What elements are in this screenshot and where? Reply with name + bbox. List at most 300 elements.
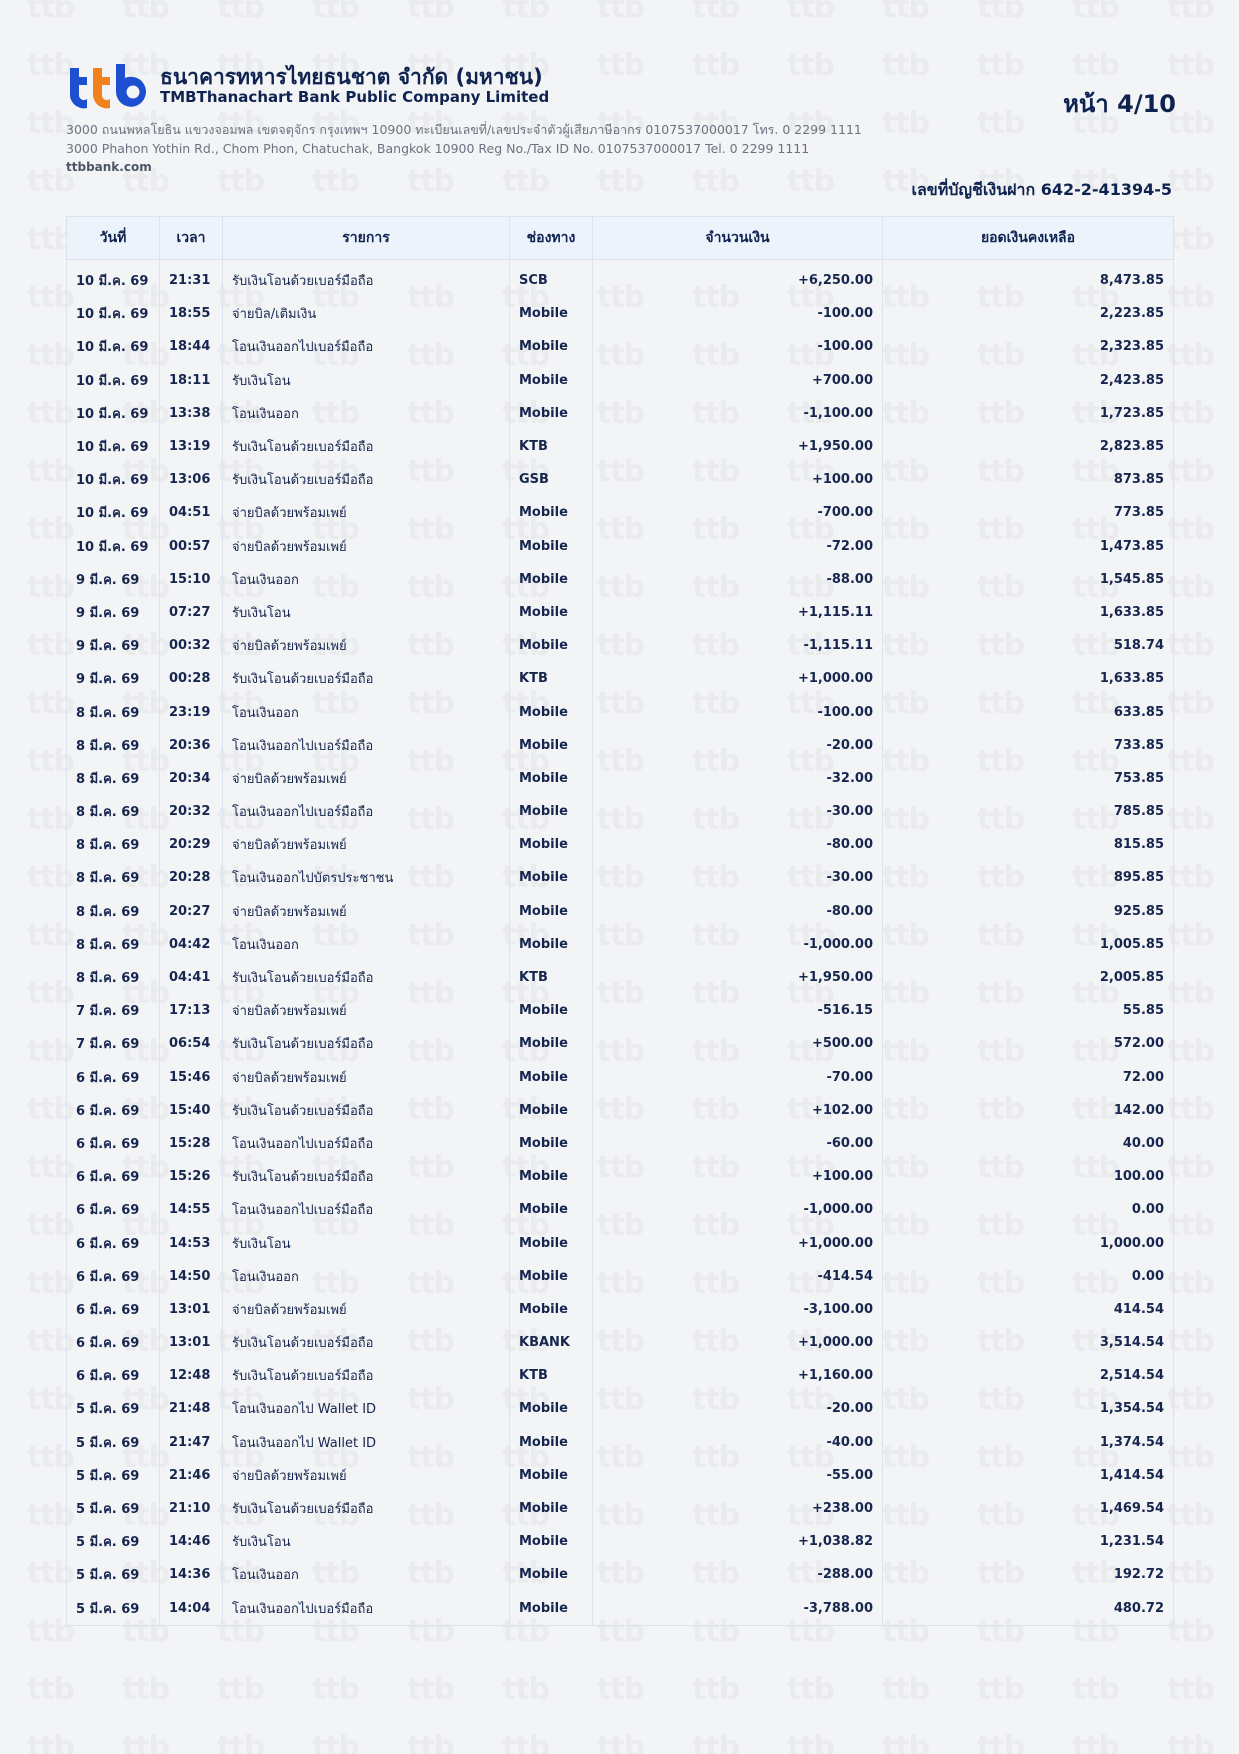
description-cell: จ่ายบิลด้วยพร้อมเพย์ — [223, 895, 510, 928]
balance-cell: 0.00 — [883, 1260, 1174, 1293]
balance-cell: 1,633.85 — [883, 662, 1174, 695]
description-cell: โอนเงินออก — [223, 928, 510, 961]
description-cell: จ่ายบิลด้วยพร้อมเพย์ — [223, 994, 510, 1027]
channel-cell: Mobile — [510, 1293, 593, 1326]
watermark-logo — [787, 1672, 834, 1707]
watermark-logo — [1167, 744, 1214, 779]
description-cell: โอนเงินออกไปเบอร์มือถือ — [223, 795, 510, 828]
balance-cell: 1,633.85 — [883, 596, 1174, 629]
watermark-logo — [407, 1672, 454, 1707]
amount-cell: +100.00 — [593, 463, 883, 496]
time-cell: 21:46 — [160, 1459, 223, 1492]
time-cell: 17:13 — [160, 994, 223, 1027]
watermark-logo — [1167, 1440, 1214, 1475]
time-cell: 14:50 — [160, 1260, 223, 1293]
channel-cell: Mobile — [510, 1061, 593, 1094]
table-row — [67, 530, 1174, 563]
table-row — [67, 1492, 1174, 1525]
balance-cell: 2,323.85 — [883, 330, 1174, 363]
table-row — [67, 463, 1174, 496]
amount-cell: +102.00 — [593, 1094, 883, 1127]
time-cell: 21:47 — [160, 1426, 223, 1459]
watermark-logo — [1167, 1324, 1214, 1359]
table-row — [67, 1127, 1174, 1160]
balance-cell: 55.85 — [883, 994, 1174, 1027]
amount-cell: -20.00 — [593, 729, 883, 762]
description-cell: โอนเงินออกไป Wallet ID — [223, 1392, 510, 1425]
time-cell: 13:19 — [160, 430, 223, 463]
watermark-logo — [882, 1730, 929, 1754]
description-cell: จ่ายบิลด้วยพร้อมเพย์ — [223, 1293, 510, 1326]
description-cell: รับเงินโอนด้วยเบอร์มือถือ — [223, 1492, 510, 1525]
channel-cell: Mobile — [510, 1027, 593, 1060]
time-cell: 18:55 — [160, 297, 223, 330]
channel-cell: Mobile — [510, 596, 593, 629]
date-cell: 8 มี.ค. 69 — [67, 861, 160, 894]
balance-cell: 633.85 — [883, 695, 1174, 728]
amount-cell: +1,000.00 — [593, 1226, 883, 1259]
balance-cell: 72.00 — [883, 1061, 1174, 1094]
table-row — [67, 1426, 1174, 1459]
channel-cell: Mobile — [510, 530, 593, 563]
date-cell: 8 มี.ค. 69 — [67, 928, 160, 961]
bank-name-thai: ธนาคารทหารไทยธนชาต จำกัด (มหาชน) — [160, 65, 543, 89]
watermark-logo — [1167, 1034, 1214, 1069]
table-header-row — [67, 217, 1174, 260]
time-cell: 18:11 — [160, 364, 223, 397]
amount-cell: -55.00 — [593, 1459, 883, 1492]
watermark-logo — [597, 1672, 644, 1707]
channel-cell: Mobile — [510, 629, 593, 662]
watermark-logo — [1072, 0, 1119, 25]
time-cell: 13:01 — [160, 1293, 223, 1326]
amount-cell: -288.00 — [593, 1558, 883, 1591]
amount-cell: -516.15 — [593, 994, 883, 1027]
time-cell: 20:36 — [160, 729, 223, 762]
time-cell: 23:19 — [160, 695, 223, 728]
channel-cell: Mobile — [510, 1426, 593, 1459]
watermark-logo — [407, 0, 454, 25]
date-cell: 9 มี.ค. 69 — [67, 662, 160, 695]
time-cell: 15:28 — [160, 1127, 223, 1160]
time-cell: 21:10 — [160, 1492, 223, 1525]
table-row — [67, 1558, 1174, 1591]
channel-cell: Mobile — [510, 861, 593, 894]
balance-cell: 142.00 — [883, 1094, 1174, 1127]
date-cell: 6 มี.ค. 69 — [67, 1359, 160, 1392]
watermark-logo — [1167, 396, 1214, 431]
amount-cell: -60.00 — [593, 1127, 883, 1160]
watermark-logo — [1167, 802, 1214, 837]
time-cell: 06:54 — [160, 1027, 223, 1060]
balance-cell: 1,545.85 — [883, 563, 1174, 596]
description-cell: รับเงินโอน — [223, 596, 510, 629]
date-cell: 10 มี.ค. 69 — [67, 260, 160, 298]
amount-cell: +1,950.00 — [593, 961, 883, 994]
table-row — [67, 1326, 1174, 1359]
time-cell: 21:31 — [160, 260, 223, 298]
balance-cell: 8,473.85 — [883, 260, 1174, 298]
time-cell: 15:10 — [160, 563, 223, 596]
time-cell: 12:48 — [160, 1359, 223, 1392]
date-cell: 6 มี.ค. 69 — [67, 1260, 160, 1293]
description-cell: โอนเงินออกไปบัตรประชาชน — [223, 861, 510, 894]
balance-cell: 40.00 — [883, 1127, 1174, 1160]
date-cell: 10 มี.ค. 69 — [67, 364, 160, 397]
time-cell: 20:34 — [160, 762, 223, 795]
watermark-logo — [1072, 1730, 1119, 1754]
date-cell: 5 มี.ค. 69 — [67, 1492, 160, 1525]
time-cell: 13:38 — [160, 397, 223, 430]
watermark-logo — [597, 1730, 644, 1754]
date-cell: 5 มี.ค. 69 — [67, 1525, 160, 1558]
watermark-logo — [407, 1730, 454, 1754]
watermark-logo — [692, 1730, 739, 1754]
description-cell: รับเงินโอนด้วยเบอร์มือถือ — [223, 1160, 510, 1193]
amount-cell: -1,100.00 — [593, 397, 883, 430]
balance-cell: 1,374.54 — [883, 1426, 1174, 1459]
description-cell: โอนเงินออกไป Wallet ID — [223, 1426, 510, 1459]
channel-cell: KBANK — [510, 1326, 593, 1359]
date-cell: 8 มี.ค. 69 — [67, 729, 160, 762]
description-cell: รับเงินโอนด้วยเบอร์มือถือ — [223, 1359, 510, 1392]
channel-cell: Mobile — [510, 895, 593, 928]
time-cell: 07:27 — [160, 596, 223, 629]
amount-cell: +700.00 — [593, 364, 883, 397]
time-cell: 00:28 — [160, 662, 223, 695]
time-cell: 13:06 — [160, 463, 223, 496]
balance-cell: 895.85 — [883, 861, 1174, 894]
date-cell: 5 มี.ค. 69 — [67, 1392, 160, 1425]
time-cell: 13:01 — [160, 1326, 223, 1359]
table-row — [67, 430, 1174, 463]
description-cell: รับเงินโอนด้วยเบอร์มือถือ — [223, 463, 510, 496]
channel-cell: Mobile — [510, 364, 593, 397]
watermark-logo — [1167, 628, 1214, 663]
channel-cell: Mobile — [510, 1558, 593, 1591]
watermark-logo — [27, 1730, 74, 1754]
table-row — [67, 994, 1174, 1027]
table-row — [67, 1359, 1174, 1392]
watermark-logo — [502, 1672, 549, 1707]
page-number: หน้า 4/10 — [1063, 90, 1176, 118]
date-cell: 9 มี.ค. 69 — [67, 563, 160, 596]
table-row — [67, 260, 1174, 298]
watermark-logo — [502, 1730, 549, 1754]
date-cell: 8 มี.ค. 69 — [67, 828, 160, 861]
description-cell: จ่ายบิลด้วยพร้อมเพย์ — [223, 762, 510, 795]
amount-cell: +500.00 — [593, 1027, 883, 1060]
description-cell: โอนเงินออก — [223, 1558, 510, 1591]
watermark-logo — [1167, 1730, 1214, 1754]
amount-cell: +1,038.82 — [593, 1525, 883, 1558]
date-cell: 8 มี.ค. 69 — [67, 762, 160, 795]
balance-cell: 2,514.54 — [883, 1359, 1174, 1392]
table-row — [67, 596, 1174, 629]
watermark-logo — [217, 1672, 264, 1707]
watermark-logo — [1167, 512, 1214, 547]
channel-cell: KTB — [510, 430, 593, 463]
amount-cell: +1,000.00 — [593, 1326, 883, 1359]
date-cell: 5 มี.ค. 69 — [67, 1426, 160, 1459]
channel-cell: KTB — [510, 1359, 593, 1392]
table-row — [67, 1293, 1174, 1326]
table-row — [67, 330, 1174, 363]
table-row — [67, 828, 1174, 861]
amount-cell: +1,160.00 — [593, 1359, 883, 1392]
description-cell: จ่ายบิลด้วยพร้อมเพย์ — [223, 1061, 510, 1094]
amount-cell: -80.00 — [593, 828, 883, 861]
balance-cell: 815.85 — [883, 828, 1174, 861]
table-row — [67, 1392, 1174, 1425]
amount-cell: -32.00 — [593, 762, 883, 795]
balance-cell: 2,005.85 — [883, 961, 1174, 994]
date-cell: 6 มี.ค. 69 — [67, 1061, 160, 1094]
balance-cell: 100.00 — [883, 1160, 1174, 1193]
balance-cell: 873.85 — [883, 463, 1174, 496]
watermark-logo — [1167, 0, 1214, 25]
watermark-logo — [1167, 918, 1214, 953]
amount-cell: -88.00 — [593, 563, 883, 596]
balance-cell: 2,423.85 — [883, 364, 1174, 397]
watermark-logo — [312, 1672, 359, 1707]
balance-cell: 1,473.85 — [883, 530, 1174, 563]
channel-cell: Mobile — [510, 994, 593, 1027]
statement-header — [66, 62, 1176, 177]
channel-cell: Mobile — [510, 563, 593, 596]
time-cell: 20:32 — [160, 795, 223, 828]
description-cell: โอนเงินออก — [223, 397, 510, 430]
table-row — [67, 928, 1174, 961]
amount-cell: +6,250.00 — [593, 260, 883, 298]
table-row — [67, 563, 1174, 596]
balance-cell: 1,414.54 — [883, 1459, 1174, 1492]
watermark-logo — [1072, 1672, 1119, 1707]
description-cell: จ่ายบิลด้วยพร้อมเพย์ — [223, 828, 510, 861]
channel-cell: Mobile — [510, 1592, 593, 1626]
watermark-logo — [122, 1730, 169, 1754]
time-cell: 04:41 — [160, 961, 223, 994]
balance-cell: 1,000.00 — [883, 1226, 1174, 1259]
date-cell: 10 มี.ค. 69 — [67, 330, 160, 363]
column-header-date: วันที่ — [67, 217, 160, 260]
channel-cell: Mobile — [510, 1226, 593, 1259]
description-cell: โอนเงินออกไปเบอร์มือถือ — [223, 1127, 510, 1160]
amount-cell: +100.00 — [593, 1160, 883, 1193]
date-cell: 5 มี.ค. 69 — [67, 1558, 160, 1591]
date-cell: 10 มี.ค. 69 — [67, 530, 160, 563]
account-number: เลขที่บัญชีเงินฝาก 642-2-41394-5 — [911, 180, 1172, 199]
watermark-logo — [312, 1730, 359, 1754]
column-header-description: รายการ — [223, 217, 510, 260]
watermark-logo — [1167, 1672, 1214, 1707]
time-cell: 20:29 — [160, 828, 223, 861]
watermark-logo — [1167, 1498, 1214, 1533]
date-cell: 6 มี.ค. 69 — [67, 1127, 160, 1160]
channel-cell: Mobile — [510, 397, 593, 430]
watermark-logo — [1167, 1382, 1214, 1417]
watermark-logo — [1167, 1208, 1214, 1243]
amount-cell: +238.00 — [593, 1492, 883, 1525]
amount-cell: -1,000.00 — [593, 928, 883, 961]
balance-cell: 1,469.54 — [883, 1492, 1174, 1525]
watermark-logo — [1167, 222, 1214, 257]
watermark-logo — [1167, 1150, 1214, 1185]
channel-cell: Mobile — [510, 1127, 593, 1160]
watermark-logo — [1167, 1092, 1214, 1127]
watermark-logo — [1167, 1266, 1214, 1301]
date-cell: 10 มี.ค. 69 — [67, 297, 160, 330]
description-cell: รับเงินโอนด้วยเบอร์มือถือ — [223, 430, 510, 463]
balance-cell: 414.54 — [883, 1293, 1174, 1326]
date-cell: 5 มี.ค. 69 — [67, 1459, 160, 1492]
watermark-logo — [312, 0, 359, 25]
time-cell: 15:46 — [160, 1061, 223, 1094]
table-row — [67, 729, 1174, 762]
watermark-logo — [1167, 686, 1214, 721]
table-row — [67, 1260, 1174, 1293]
description-cell: รับเงินโอนด้วยเบอร์มือถือ — [223, 260, 510, 298]
date-cell: 8 มี.ค. 69 — [67, 795, 160, 828]
amount-cell: -3,788.00 — [593, 1592, 883, 1626]
channel-cell: Mobile — [510, 828, 593, 861]
table-row — [67, 1061, 1174, 1094]
amount-cell: -72.00 — [593, 530, 883, 563]
watermark-logo — [787, 0, 834, 25]
description-cell: รับเงินโอนด้วยเบอร์มือถือ — [223, 1326, 510, 1359]
watermark-logo — [1167, 1556, 1214, 1591]
amount-cell: -40.00 — [593, 1426, 883, 1459]
balance-cell: 785.85 — [883, 795, 1174, 828]
channel-cell: KTB — [510, 961, 593, 994]
channel-cell: Mobile — [510, 795, 593, 828]
channel-cell: GSB — [510, 463, 593, 496]
table-row — [67, 895, 1174, 928]
time-cell: 00:57 — [160, 530, 223, 563]
bank-name-english: TMBThanachart Bank Public Company Limited — [160, 88, 550, 106]
description-cell: รับเงินโอน — [223, 364, 510, 397]
date-cell: 10 มี.ค. 69 — [67, 463, 160, 496]
watermark-logo — [27, 0, 74, 25]
description-cell: โอนเงินออกไปเบอร์มือถือ — [223, 330, 510, 363]
date-cell: 7 มี.ค. 69 — [67, 1027, 160, 1060]
description-cell: จ่ายบิลด้วยพร้อมเพย์ — [223, 1459, 510, 1492]
date-cell: 6 มี.ค. 69 — [67, 1226, 160, 1259]
watermark-logo — [122, 1672, 169, 1707]
watermark-logo — [597, 0, 644, 25]
amount-cell: +1,115.11 — [593, 596, 883, 629]
date-cell: 6 มี.ค. 69 — [67, 1326, 160, 1359]
table-row — [67, 629, 1174, 662]
watermark-logo — [1167, 860, 1214, 895]
table-row — [67, 1592, 1174, 1626]
watermark-logo — [1167, 570, 1214, 605]
channel-cell: Mobile — [510, 1525, 593, 1558]
table-row — [67, 1094, 1174, 1127]
watermark-logo — [1167, 280, 1214, 315]
watermark-logo — [787, 1730, 834, 1754]
balance-cell: 1,005.85 — [883, 928, 1174, 961]
amount-cell: -70.00 — [593, 1061, 883, 1094]
time-cell: 18:44 — [160, 330, 223, 363]
watermark-logo — [217, 1730, 264, 1754]
watermark-logo — [1167, 338, 1214, 373]
time-cell: 14:46 — [160, 1525, 223, 1558]
channel-cell: Mobile — [510, 729, 593, 762]
table-row — [67, 861, 1174, 894]
amount-cell: -100.00 — [593, 297, 883, 330]
channel-cell: SCB — [510, 260, 593, 298]
date-cell: 5 มี.ค. 69 — [67, 1592, 160, 1626]
table-row — [67, 1226, 1174, 1259]
date-cell: 9 มี.ค. 69 — [67, 596, 160, 629]
description-cell: รับเงินโอนด้วยเบอร์มือถือ — [223, 961, 510, 994]
time-cell: 00:32 — [160, 629, 223, 662]
balance-cell: 773.85 — [883, 496, 1174, 529]
channel-cell: KTB — [510, 662, 593, 695]
time-cell: 14:53 — [160, 1226, 223, 1259]
channel-cell: Mobile — [510, 1193, 593, 1226]
amount-cell: -20.00 — [593, 1392, 883, 1425]
amount-cell: -100.00 — [593, 330, 883, 363]
table-row — [67, 1525, 1174, 1558]
amount-cell: -30.00 — [593, 795, 883, 828]
channel-cell: Mobile — [510, 496, 593, 529]
description-cell: รับเงินโอนด้วยเบอร์มือถือ — [223, 662, 510, 695]
channel-cell: Mobile — [510, 695, 593, 728]
channel-cell: Mobile — [510, 1392, 593, 1425]
balance-cell: 2,223.85 — [883, 297, 1174, 330]
description-cell: จ่ายบิล/เติมเงิน — [223, 297, 510, 330]
date-cell: 9 มี.ค. 69 — [67, 629, 160, 662]
balance-cell: 753.85 — [883, 762, 1174, 795]
watermark-logo — [692, 0, 739, 25]
description-cell: โอนเงินออก — [223, 563, 510, 596]
time-cell: 14:55 — [160, 1193, 223, 1226]
channel-cell: Mobile — [510, 1094, 593, 1127]
time-cell: 15:26 — [160, 1160, 223, 1193]
amount-cell: -30.00 — [593, 861, 883, 894]
channel-cell: Mobile — [510, 297, 593, 330]
balance-cell: 572.00 — [883, 1027, 1174, 1060]
time-cell: 14:36 — [160, 1558, 223, 1591]
balance-cell: 0.00 — [883, 1193, 1174, 1226]
time-cell: 04:42 — [160, 928, 223, 961]
amount-cell: -100.00 — [593, 695, 883, 728]
table-row — [67, 1160, 1174, 1193]
description-cell: จ่ายบิลด้วยพร้อมเพย์ — [223, 629, 510, 662]
address-english: 3000 Phahon Yothin Rd., Chom Phon, Chatuchak, Bangkok 10900 Reg No./Tax ID No. 0107537000017 Tel. 0 2299 1111 — [66, 141, 810, 156]
date-cell: 8 มี.ค. 69 — [67, 961, 160, 994]
table-row — [67, 1459, 1174, 1492]
column-header-time: เวลา — [160, 217, 223, 260]
description-cell: รับเงินโอนด้วยเบอร์มือถือ — [223, 1094, 510, 1127]
date-cell: 8 มี.ค. 69 — [67, 895, 160, 928]
amount-cell: +1,000.00 — [593, 662, 883, 695]
table-row — [67, 695, 1174, 728]
date-cell: 7 มี.ค. 69 — [67, 994, 160, 1027]
balance-cell: 1,231.54 — [883, 1525, 1174, 1558]
watermark-logo — [977, 1672, 1024, 1707]
amount-cell: -3,100.00 — [593, 1293, 883, 1326]
watermark-logo — [1167, 1614, 1214, 1649]
table-row — [67, 762, 1174, 795]
amount-cell: -414.54 — [593, 1260, 883, 1293]
watermark-logo — [27, 1672, 74, 1707]
table-row — [67, 496, 1174, 529]
channel-cell: Mobile — [510, 1260, 593, 1293]
balance-cell: 925.85 — [883, 895, 1174, 928]
